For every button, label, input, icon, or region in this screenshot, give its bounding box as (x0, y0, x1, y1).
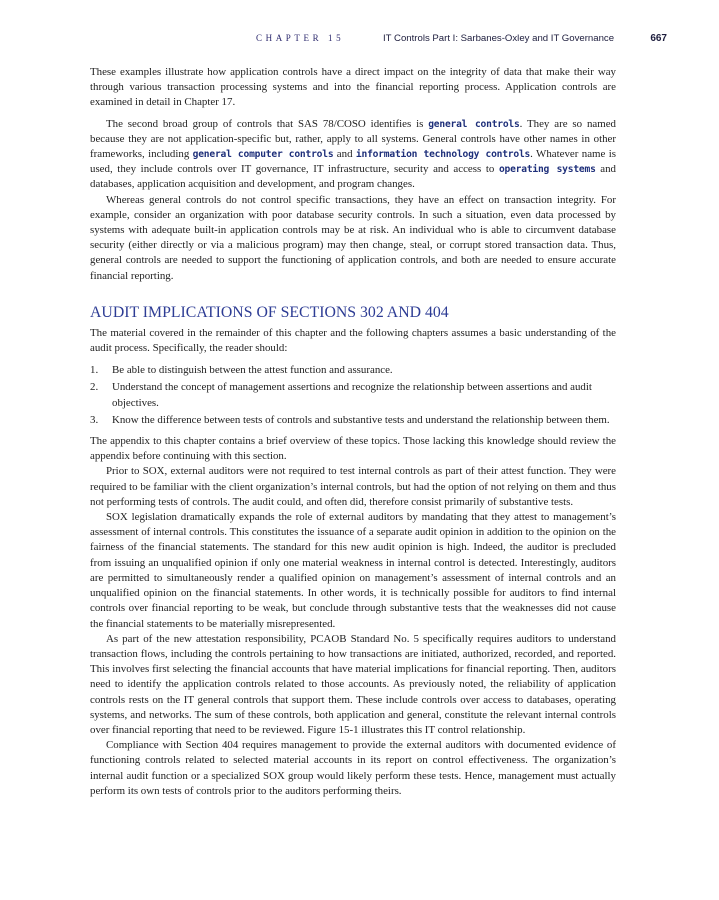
running-title: IT Controls Part I: Sarbanes-Oxley and IT Governance (383, 33, 615, 44)
paragraph-appendix: The appendix to this chapter contains a brief overview of these topics. Those lacking this knowledge should review the appendix before continuing with this section. (90, 435, 616, 463)
term-information-technology-controls: information technology controls (355, 149, 531, 161)
paragraph-general-controls (90, 117, 616, 193)
text-run: . Whatever name is used, they include controls over IT governance, IT infrastructure, security and access to (90, 148, 616, 176)
paragraph-audit-process: The material covered in the remainder of this chapter and the following chapters assumes a basic understanding of the audit process. Specifically, the reader should: (90, 326, 616, 355)
paragraph-section-404-compliance: Compliance with Section 404 requires management to provide the external auditors with documented evidence of functioning controls related to selected material accounts in its report on control effectiveness. The organization’s internal audit function or a specialized SOX group would likely perform these tests. Hence, management must actually perform its own tests of controls prior to the auditors performing theirs. (90, 739, 616, 797)
list-text: Be able to distinguish between the attest function and assurance. (112, 364, 393, 377)
paragraph-application-controls: These examples illustrate how application controls have a direct impact on the integrity of data that make their way through various transaction processing systems and into the financial reporting process. Application controls are examined in detail in Chapter 17. (90, 66, 616, 109)
list-item (90, 363, 612, 378)
page-number: 667 (650, 33, 667, 44)
section-heading: AUDIT IMPLICATIONS OF SECTIONS 302 AND 404 (90, 303, 449, 321)
running-header (90, 33, 667, 49)
list-number: 2. (90, 381, 99, 394)
term-operating-systems: operating systems (498, 164, 596, 176)
term-general-computer-controls: general computer controls (192, 149, 334, 161)
text-run: The second broad group of controls that SAS 78/COSO identifies is (106, 117, 429, 130)
body-text (90, 65, 616, 799)
paragraph-pcaob-standard: As part of the new attestation responsibility, PCAOB Standard No. 5 specifically requires auditors to understand transaction flows, including the controls pertaining to how transactions are initiated, authorized, recorded, and reported. This involves first selecting the financial accounts that have material implications for financial reporting. Then, auditors need to identify the application controls related to those accounts. As previously noted, the reliability of application controls rests on the IT general controls that support them. These include controls over access to databases, operating systems, and networks. The sum of these controls, both application and general, constitute the relevant internal controls over financial reporting that need to be reviewed. Figure 15-1 illustrates this IT control relationship. (90, 632, 616, 736)
list-item (90, 413, 612, 428)
paragraph-transaction-integrity: Whereas general controls do not control specific transactions, they have an effect on transaction integrity. For example, consider an organization with poor database security controls. In such a situation, even data processed by systems with adequate built-in application controls may be at risk. An individual who is able to circumvent database security (either directly or via a malicious program) may then change, steal, or corrupt stored transaction data. Thus, general controls are needed to support the functioning of application controls, and both are needed to ensure accurate financial reporting. (90, 193, 616, 282)
paragraph-sox-legislation: SOX legislation dramatically expands the role of external auditors by mandating that they attest to management’s assessment of internal controls. This constitutes the issuance of a separate audit opinion in addition to the opinion on the fairness of the financial statements. The standard for this new audit opinion is high. Indeed, the auditor is precluded from issuing an unqualified opinion if only one material weakness in internal control is detected. Interestingly, auditors are permitted to simultaneously render a qualified opinion on management’s assessment of internal controls and an unqualified opinion on the financial statements. In other words, it is technically possible for auditors to find internal controls over financial reporting to be weak, but conclude through substantive tests that the weaknesses did not cause the financial statements to be materially misrepresented. (90, 511, 616, 630)
text-run: . They are so named because they are not application-specific but, rather, apply to all systems. General controls have other names in other frameworks, including (90, 117, 616, 161)
text-run: and databases, application acquisition and development, and program changes. (90, 163, 617, 191)
term-general-controls: general controls (428, 118, 520, 130)
paragraph-prior-to-sox: Prior to SOX, external auditors were not required to test internal controls as part of their attest function. They were required to be familiar with the client organization’s internal controls, but had the option of not relying on them and thus not performing tests of controls. The audit could, and often did, therefore consist primarily of substantive tests. (90, 465, 616, 508)
text-run: and (333, 148, 356, 161)
chapter-label: CHAPTER 15 (256, 33, 345, 43)
list-text: Understand the concept of management assertions and recognize the relationship between assertions and audit objectives. (112, 381, 592, 409)
list-number: 3. (90, 413, 99, 426)
list-item (90, 380, 612, 410)
objectives-list (90, 363, 616, 428)
list-number: 1. (90, 364, 99, 377)
list-text: Know the difference between tests of controls and substantive tests and understand the relationship between them. (112, 413, 610, 426)
